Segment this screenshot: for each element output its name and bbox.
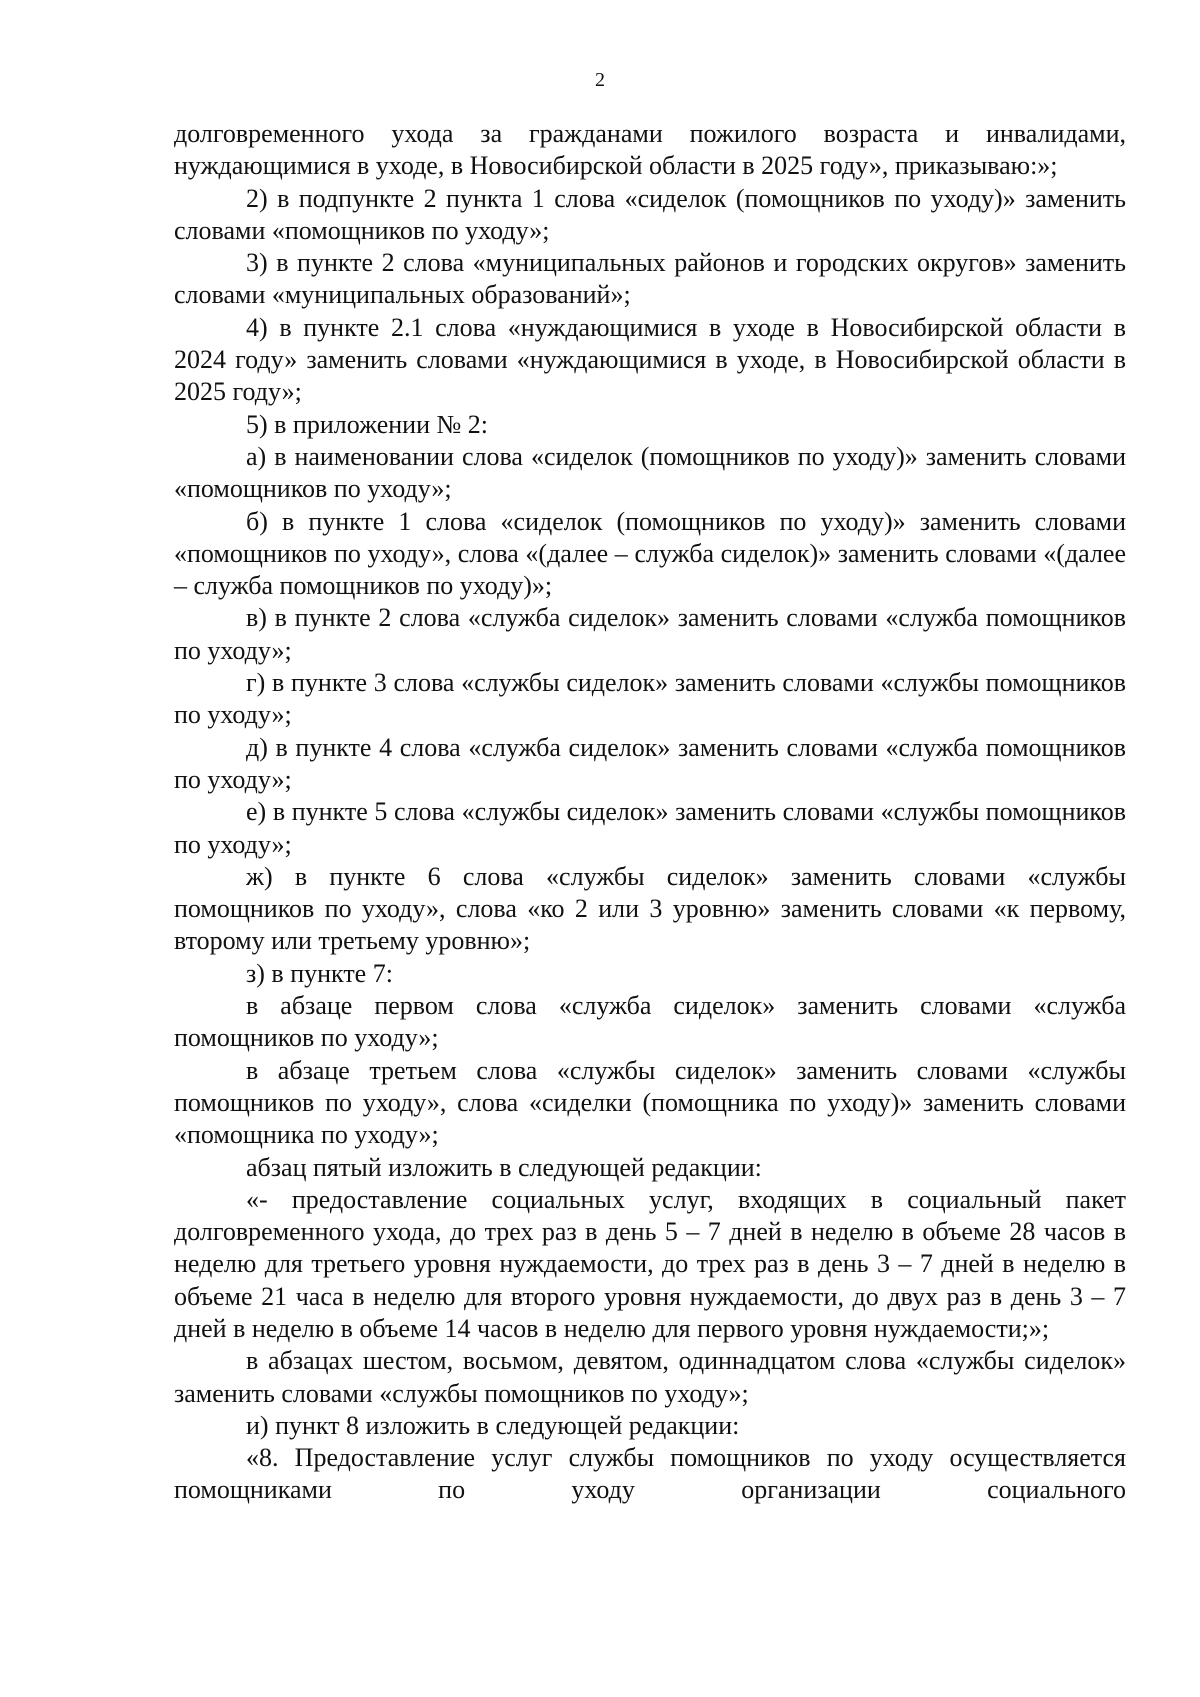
- paragraph: з) в пункте 7:: [246, 958, 393, 988]
- paragraph: 4) в пункте 2.1 слова «нуждающимися в уходе в Новосибирской области в 2024 году» заменить словами «нуждающимися в уходе, в Новосибирской области в 2025 году»;: [174, 312, 1126, 407]
- paragraph: 3) в пункте 2 слова «муниципальных районов и городских округов» заменить словами «муниципальных образований»;: [174, 248, 1126, 310]
- paragraph: «8. Предоставление услуг службы помощников по уходу осуществляется помощниками по уходу организации социального: [174, 1443, 1126, 1505]
- paragraph: д) в пункте 4 слова «служба сиделок» заменить словами «служба помощников по уходу»;: [174, 732, 1126, 794]
- paragraph: абзац пятый изложить в следующей редакции:: [246, 1152, 762, 1182]
- paragraph: в) в пункте 2 слова «служба сиделок» заменить словами «служба помощников по уходу»;: [174, 603, 1126, 665]
- paragraph: в абзаце третьем слова «службы сиделок» заменить словами «службы помощников по уходу», слова «сиделки (помощника по уходу)» заменить словами «помощника по уходу»;: [174, 1055, 1126, 1150]
- paragraph: а) в наименовании слова «сиделок (помощников по уходу)» заменить словами «помощников по уходу»;: [174, 441, 1126, 504]
- paragraph: е) в пункте 5 слова «службы сиделок» заменить словами «службы помощников по уходу»;: [174, 797, 1126, 859]
- paragraph: долговременного ухода за гражданами пожилого возраста и инвалидами, нуждающимися в уходе, в Новосибирской области в 2025 году», приказываю:»;: [174, 119, 1126, 181]
- paragraph: 2) в подпункте 2 пункта 1 слова «сиделок (помощников по уходу)» заменить словами «помощников по уходу»;: [174, 183, 1126, 245]
- paragraph: б) в пункте 1 слова «сиделок (помощников по уходу)» заменить словами «помощников по уходу», слова «(далее – служба сиделок)» заменить словами «(далее – служба помощников по уходу)»;: [174, 506, 1126, 601]
- paragraph: 5) в приложении № 2:: [246, 409, 489, 439]
- document-body: [174, 118, 1126, 1507]
- paragraph: ж) в пункте 6 слова «службы сиделок» заменить словами «службы помощников по уходу», слова «ко 2 или 3 уровню» заменить словами «к первому, второму или третьему уровню»;: [174, 861, 1126, 956]
- paragraph: г) в пункте 3 слова «службы сиделок» заменить словами «службы помощников по уходу»;: [174, 668, 1126, 730]
- paragraph: в абзаце первом слова «служба сиделок» заменить словами «служба помощников по уходу»;: [174, 991, 1126, 1053]
- paragraph: «- предоставление социальных услуг, входящих в социальный пакет долговременного ухода, до трех раз в день 5 – 7 дней в неделю в объеме 28 часов в неделю для третьего уровня нуждаемости, до трех раз в день 3 – 7 дней в неделю в объеме 21 часа в неделю для второго уровня нуждаемости, до двух раз в день 3 – 7 дней в неделю в объеме 14 часов в неделю для первого уровня нуждаемости;»;: [174, 1184, 1126, 1343]
- paragraph: в абзацах шестом, восьмом, девятом, одиннадцатом слова «службы сиделок» заменить словами «службы помощников по уходу»;: [174, 1346, 1126, 1408]
- page-number: 2: [595, 69, 605, 91]
- paragraph: и) пункт 8 изложить в следующей редакции:: [246, 1410, 740, 1440]
